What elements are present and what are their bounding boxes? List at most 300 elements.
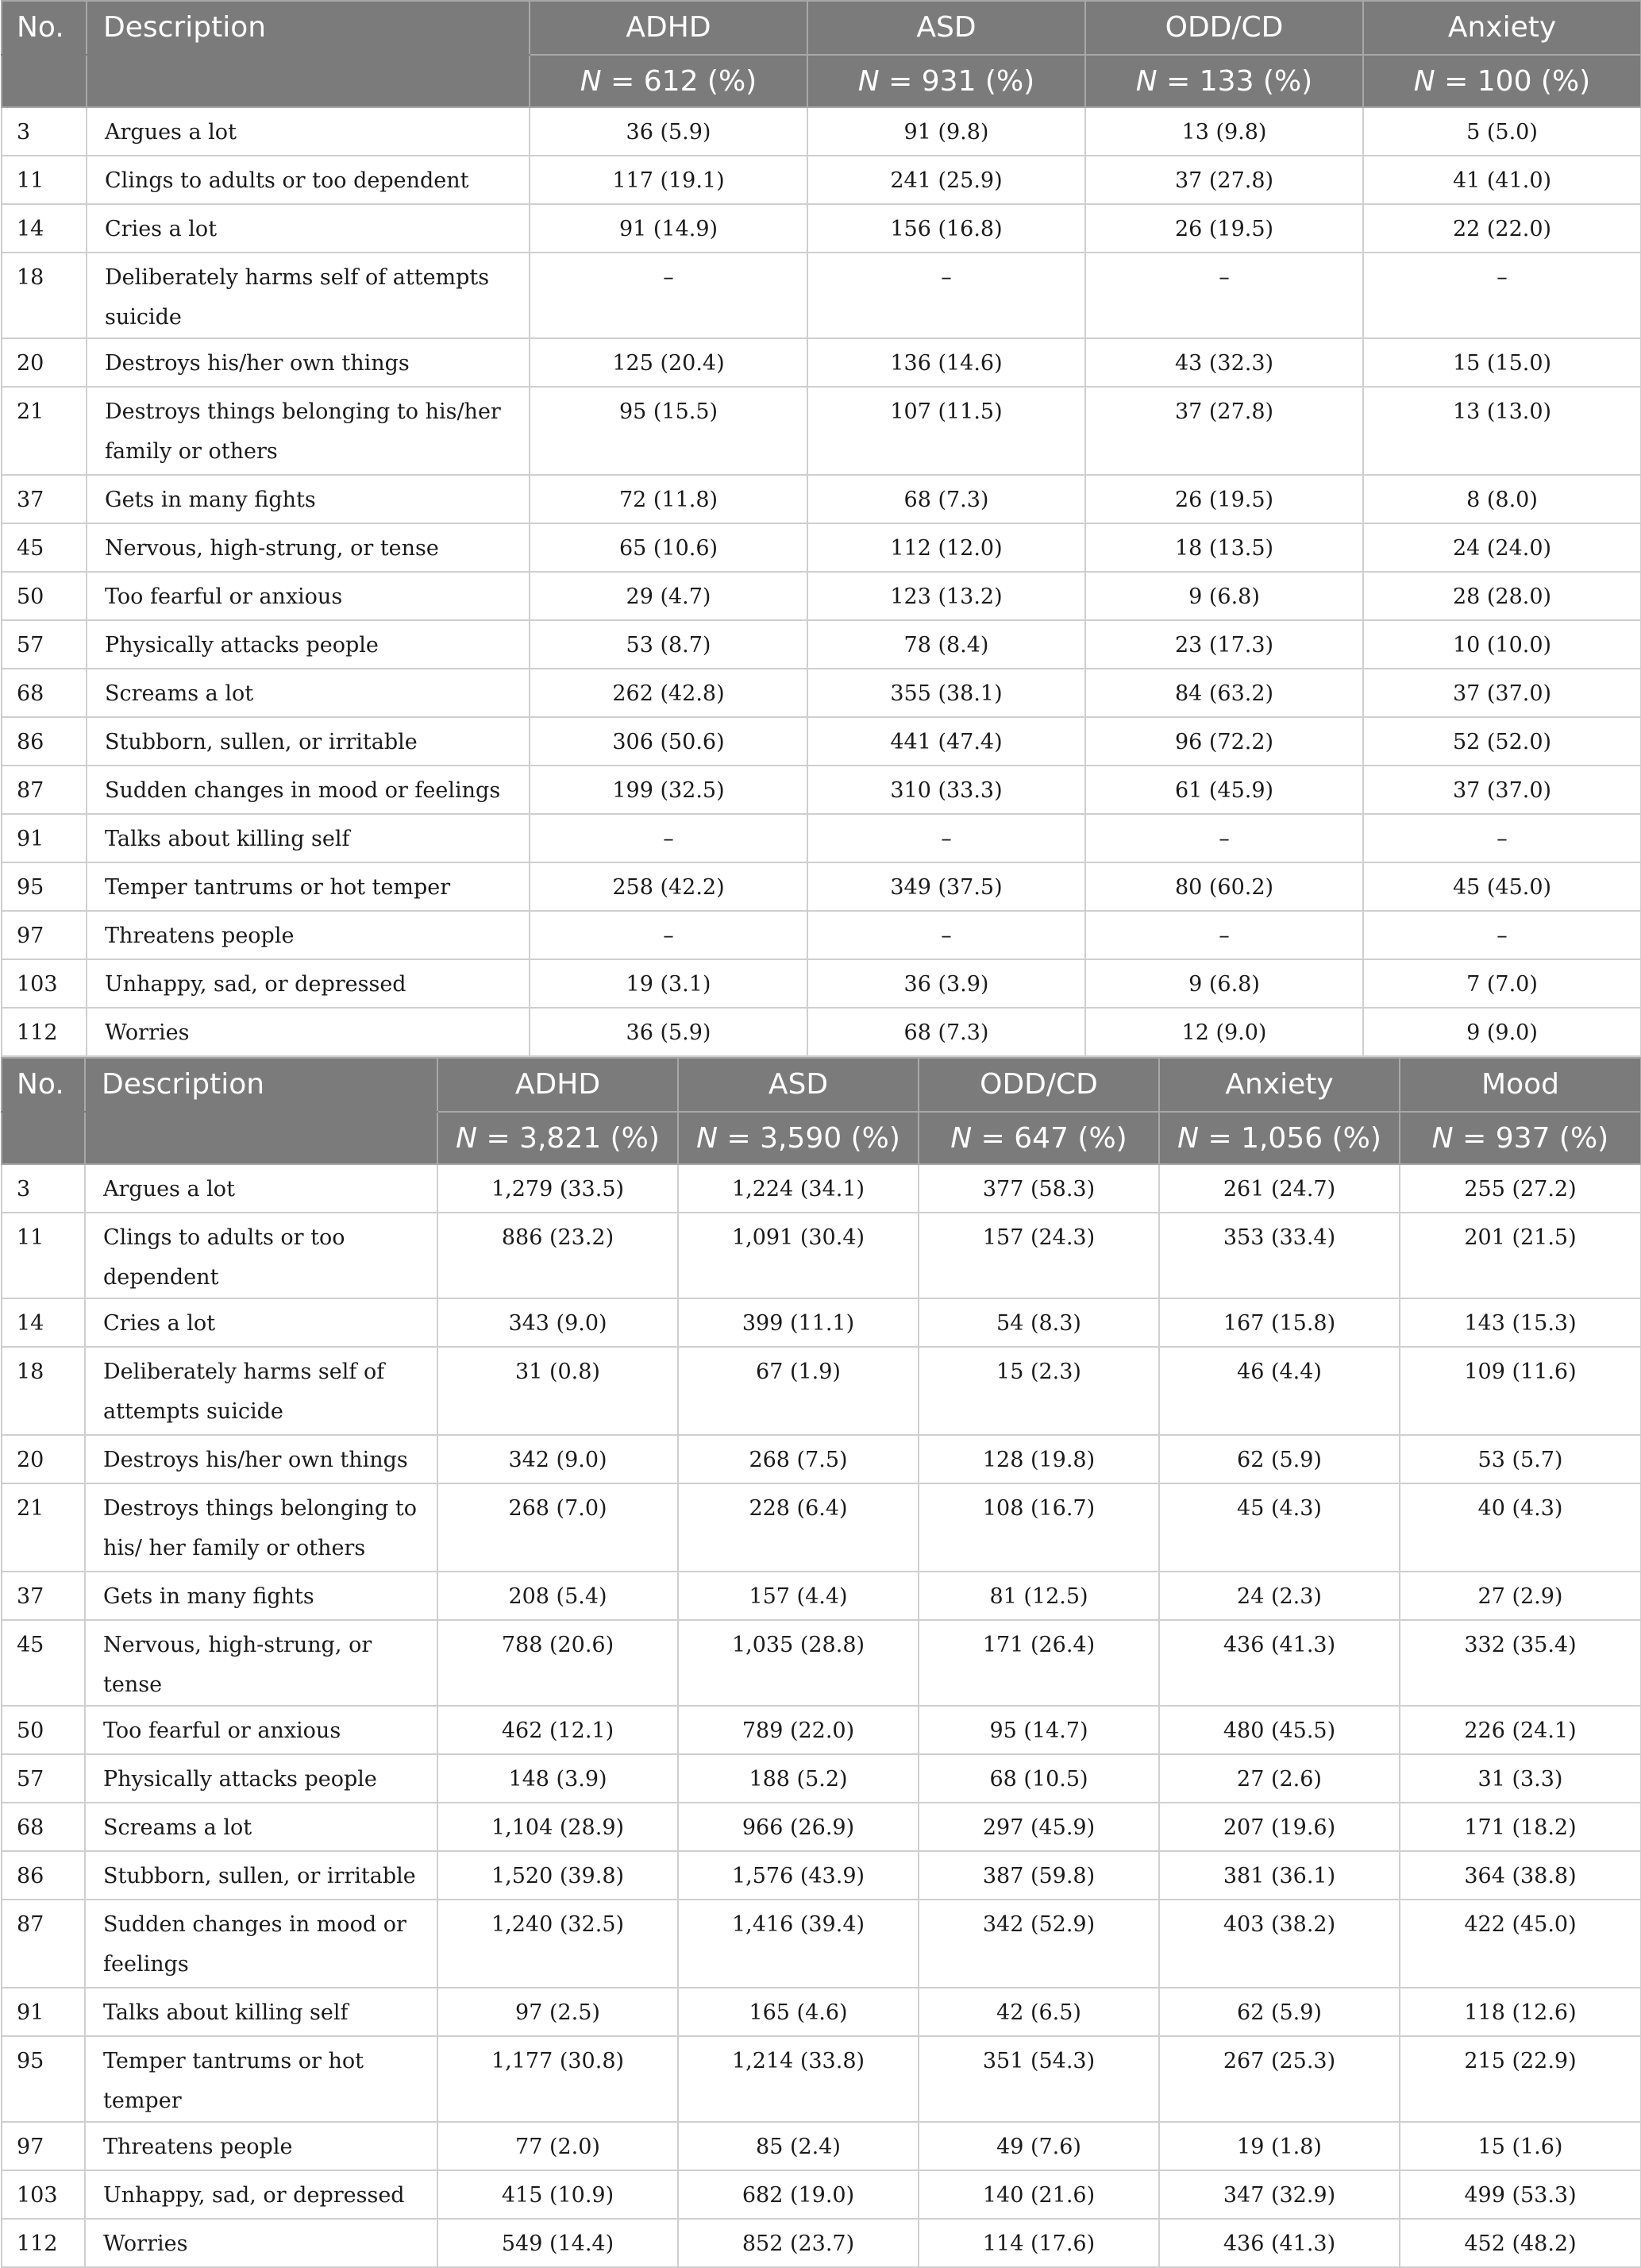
item-description: Threatens people (85, 2122, 437, 2170)
cell-value: 157 (24.3) (919, 1213, 1159, 1298)
table-row (2, 2170, 1641, 2219)
item-number: 37 (2, 1572, 85, 1620)
table-row (2, 1008, 1641, 1056)
cell-value: 1,177 (30.8) (437, 2036, 678, 2122)
item-number: 86 (2, 717, 87, 766)
item-description: Sudden changes in mood or feelings (87, 766, 530, 814)
cell-value: 342 (9.0) (437, 1435, 678, 1483)
header-group-name: Anxiety (1159, 1058, 1400, 1112)
cell-value: 353 (33.4) (1159, 1213, 1400, 1298)
table-row (2, 1298, 1641, 1347)
table-row (2, 1851, 1641, 1900)
item-number: 57 (2, 1754, 85, 1803)
table-row (2, 204, 1641, 253)
cell-value: 351 (54.3) (919, 2036, 1159, 2122)
cell-value: 95 (14.7) (919, 1706, 1159, 1754)
cell-value: 53 (5.7) (1400, 1435, 1641, 1483)
cell-value: 332 (35.4) (1400, 1620, 1641, 1706)
table-row (2, 2036, 1641, 2122)
cell-value: 201 (21.5) (1400, 1213, 1641, 1298)
item-number: 112 (2, 2219, 85, 2267)
table-row (2, 620, 1641, 669)
cell-value: 91 (9.8) (807, 107, 1085, 156)
header-sample-size (1085, 55, 1363, 107)
cell-value: 123 (13.2) (807, 572, 1085, 620)
item-description: Clings to adults or too dependent (87, 156, 530, 204)
cell-value: 112 (12.0) (807, 523, 1085, 572)
item-number: 97 (2, 911, 87, 959)
table-row (2, 1213, 1641, 1298)
cell-value: 306 (50.6) (530, 717, 807, 766)
item-number: 87 (2, 1900, 85, 1988)
sample-size-symbol: N (1431, 1121, 1454, 1155)
cell-value: – (1363, 814, 1641, 862)
table-row (2, 1754, 1641, 1803)
cell-value: 441 (47.4) (807, 717, 1085, 766)
table-row (2, 1164, 1641, 1213)
sample-size-value: = 3,821 (%) (477, 1121, 660, 1155)
item-description: Deliberately harms self of attempts suicide (87, 253, 530, 338)
table-row (2, 156, 1641, 204)
cell-value: 24 (24.0) (1363, 523, 1641, 572)
cell-value: 1,214 (33.8) (678, 2036, 919, 2122)
cell-value: 9 (6.8) (1085, 572, 1363, 620)
item-description: Sudden changes in mood or feelings (85, 1900, 437, 1988)
sample-size-symbol: N (456, 1121, 478, 1155)
cell-value: 165 (4.6) (678, 1988, 919, 2036)
cell-value: 128 (19.8) (919, 1435, 1159, 1483)
header-n-row (2, 1112, 1641, 1164)
cell-value: 415 (10.9) (437, 2170, 678, 2219)
header-group-name: Anxiety (1363, 1, 1641, 55)
cell-value: 45 (4.3) (1159, 1483, 1400, 1572)
cell-value: 1,520 (39.8) (437, 1851, 678, 1900)
item-description: Argues a lot (85, 1164, 437, 1213)
table-row (2, 1483, 1641, 1572)
item-description: Destroys things belonging to his/ her family or others (85, 1483, 437, 1572)
cell-value: 67 (1.9) (678, 1347, 919, 1435)
item-number: 86 (2, 1851, 85, 1900)
item-number: 45 (2, 1620, 85, 1706)
header-row (2, 1, 1641, 55)
item-number: 68 (2, 1803, 85, 1851)
cell-value: 65 (10.6) (530, 523, 807, 572)
cell-value: 109 (11.6) (1400, 1347, 1641, 1435)
header-sample-size (437, 1112, 678, 1164)
cell-value: 41 (41.0) (1363, 156, 1641, 204)
cell-value: 26 (19.5) (1085, 204, 1363, 253)
table-row (2, 1900, 1641, 1988)
cell-value: – (530, 911, 807, 959)
cell-value: 5 (5.0) (1363, 107, 1641, 156)
cell-value: 15 (1.6) (1400, 2122, 1641, 2170)
cell-value: 15 (15.0) (1363, 338, 1641, 387)
cell-value: 68 (10.5) (919, 1754, 1159, 1803)
cell-value: 61 (45.9) (1085, 766, 1363, 814)
cell-value: 499 (53.3) (1400, 2170, 1641, 2219)
cell-value: 10 (10.0) (1363, 620, 1641, 669)
item-description: Clings to adults or too dependent (85, 1213, 437, 1298)
cell-value: 403 (38.2) (1159, 1900, 1400, 1988)
cell-value: 42 (6.5) (919, 1988, 1159, 2036)
header-group-name: ODD/CD (1085, 1, 1363, 55)
cell-value: 207 (19.6) (1159, 1803, 1400, 1851)
item-description: Destroys things belonging to his/her family or others (87, 387, 530, 475)
cell-value: 241 (25.9) (807, 156, 1085, 204)
cell-value: 148 (3.9) (437, 1754, 678, 1803)
header-blank (2, 1112, 85, 1164)
item-description: Physically attacks people (85, 1754, 437, 1803)
cell-value: 422 (45.0) (1400, 1900, 1641, 1988)
item-description: Temper tantrums or hot temper (85, 2036, 437, 2122)
cell-value: 199 (32.5) (530, 766, 807, 814)
cell-value: 68 (7.3) (807, 1008, 1085, 1056)
table-row (2, 717, 1641, 766)
item-description: Destroys his/her own things (85, 1435, 437, 1483)
header-no: No. (2, 1058, 85, 1112)
cell-value: 36 (3.9) (807, 959, 1085, 1008)
item-number: 14 (2, 204, 87, 253)
item-number: 3 (2, 1164, 85, 1213)
item-number: 20 (2, 338, 87, 387)
cell-value: 118 (12.6) (1400, 1988, 1641, 2036)
table-row (2, 1803, 1641, 1851)
header-sample-size (1400, 1112, 1641, 1164)
cell-value: 22 (22.0) (1363, 204, 1641, 253)
cell-value: 68 (7.3) (807, 475, 1085, 523)
cell-value: 966 (26.9) (678, 1803, 919, 1851)
item-description: Cries a lot (85, 1298, 437, 1347)
cell-value: 96 (72.2) (1085, 717, 1363, 766)
table-header (2, 1058, 1641, 1164)
cell-value: 267 (25.3) (1159, 2036, 1400, 2122)
item-description: Argues a lot (87, 107, 530, 156)
cell-value: – (1363, 253, 1641, 338)
cell-value: 45 (45.0) (1363, 862, 1641, 911)
cell-value: 255 (27.2) (1400, 1164, 1641, 1213)
cell-value: 1,104 (28.9) (437, 1803, 678, 1851)
cell-value: 49 (7.6) (919, 2122, 1159, 2170)
cell-value: 80 (60.2) (1085, 862, 1363, 911)
header-row (2, 1058, 1641, 1112)
cell-value: 8 (8.0) (1363, 475, 1641, 523)
item-number: 11 (2, 1213, 85, 1298)
item-description: Gets in many fights (85, 1572, 437, 1620)
cell-value: 157 (4.4) (678, 1572, 919, 1620)
cell-value: 37 (37.0) (1363, 669, 1641, 717)
cell-value: 46 (4.4) (1159, 1347, 1400, 1435)
item-number: 18 (2, 253, 87, 338)
table-header (2, 1, 1641, 107)
table-row (2, 387, 1641, 475)
table-top (1, 0, 1641, 1057)
cell-value: 15 (2.3) (919, 1347, 1159, 1435)
cell-value: 84 (63.2) (1085, 669, 1363, 717)
cell-value: 343 (9.0) (437, 1298, 678, 1347)
item-number: 91 (2, 814, 87, 862)
cell-value: 377 (58.3) (919, 1164, 1159, 1213)
item-number: 20 (2, 1435, 85, 1483)
cell-value: 789 (22.0) (678, 1706, 919, 1754)
cell-value: 13 (13.0) (1363, 387, 1641, 475)
item-description: Stubborn, sullen, or irritable (87, 717, 530, 766)
item-description: Screams a lot (85, 1803, 437, 1851)
cell-value: 114 (17.6) (919, 2219, 1159, 2267)
cell-value: 140 (21.6) (919, 2170, 1159, 2219)
cell-value: 261 (24.7) (1159, 1164, 1400, 1213)
item-description: Destroys his/her own things (87, 338, 530, 387)
cell-value: 24 (2.3) (1159, 1572, 1400, 1620)
cell-value: 1,279 (33.5) (437, 1164, 678, 1213)
header-sample-size (678, 1112, 919, 1164)
item-number: 21 (2, 1483, 85, 1572)
cell-value: 43 (32.3) (1085, 338, 1363, 387)
cell-value: 125 (20.4) (530, 338, 807, 387)
sample-size-symbol: N (950, 1121, 973, 1155)
cell-value: 85 (2.4) (678, 2122, 919, 2170)
item-number: 14 (2, 1298, 85, 1347)
sample-size-symbol: N (857, 64, 880, 98)
cell-value: – (807, 253, 1085, 338)
cell-value: 342 (52.9) (919, 1900, 1159, 1988)
sample-size-value: = 937 (%) (1453, 1121, 1609, 1155)
header-group-name: ODD/CD (919, 1058, 1159, 1112)
cell-value: 682 (19.0) (678, 2170, 919, 2219)
table-row (2, 107, 1641, 156)
cell-value: 23 (17.3) (1085, 620, 1363, 669)
cell-value: 52 (52.0) (1363, 717, 1641, 766)
cell-value: 19 (3.1) (530, 959, 807, 1008)
cell-value: 54 (8.3) (919, 1298, 1159, 1347)
item-description: Stubborn, sullen, or irritable (85, 1851, 437, 1900)
cell-value: 53 (8.7) (530, 620, 807, 669)
header-group-name: ADHD (530, 1, 807, 55)
header-group-name: Mood (1400, 1058, 1641, 1112)
item-number: 91 (2, 1988, 85, 2036)
item-description: Unhappy, sad, or depressed (85, 2170, 437, 2219)
header-sample-size (807, 55, 1085, 107)
item-description: Nervous, high-strung, or tense (87, 523, 530, 572)
item-description: Gets in many fights (87, 475, 530, 523)
item-number: 112 (2, 1008, 87, 1056)
item-number: 45 (2, 523, 87, 572)
sample-size-symbol: N (1135, 64, 1158, 98)
table-row (2, 1435, 1641, 1483)
cell-value: 852 (23.7) (678, 2219, 919, 2267)
cell-value: – (530, 253, 807, 338)
cell-value: 13 (9.8) (1085, 107, 1363, 156)
cell-value: 19 (1.8) (1159, 2122, 1400, 2170)
header-group-name: ASD (807, 1, 1085, 55)
header-sample-size (919, 1112, 1159, 1164)
table-body (2, 1164, 1641, 2267)
cell-value: 347 (32.9) (1159, 2170, 1400, 2219)
cell-value: 436 (41.3) (1159, 1620, 1400, 1706)
cell-value: 156 (16.8) (807, 204, 1085, 253)
cell-value: 387 (59.8) (919, 1851, 1159, 1900)
item-number: 11 (2, 156, 87, 204)
table-row (2, 766, 1641, 814)
item-description: Nervous, high-strung, or tense (85, 1620, 437, 1706)
item-number: 37 (2, 475, 87, 523)
cell-value: 12 (9.0) (1085, 1008, 1363, 1056)
header-sample-size (530, 55, 807, 107)
cell-value: 18 (13.5) (1085, 523, 1363, 572)
header-blank (87, 55, 530, 107)
cell-value: 268 (7.0) (437, 1483, 678, 1572)
cell-value: 188 (5.2) (678, 1754, 919, 1803)
cell-value: 37 (27.8) (1085, 387, 1363, 475)
cell-value: 27 (2.9) (1400, 1572, 1641, 1620)
header-blank (2, 55, 87, 107)
table-row (2, 862, 1641, 911)
header-description: Description (85, 1058, 437, 1112)
cell-value: 297 (45.9) (919, 1803, 1159, 1851)
table-row (2, 475, 1641, 523)
cell-value: 62 (5.9) (1159, 1988, 1400, 2036)
sample-size-symbol: N (1413, 64, 1435, 98)
cell-value: 78 (8.4) (807, 620, 1085, 669)
cell-value: 310 (33.3) (807, 766, 1085, 814)
item-description: Worries (87, 1008, 530, 1056)
cell-value: 31 (3.3) (1400, 1754, 1641, 1803)
cell-value: – (530, 814, 807, 862)
cell-value: 1,576 (43.9) (678, 1851, 919, 1900)
cell-value: – (807, 911, 1085, 959)
item-number: 57 (2, 620, 87, 669)
cell-value: 136 (14.6) (807, 338, 1085, 387)
item-number: 18 (2, 1347, 85, 1435)
header-n-row (2, 55, 1641, 107)
cell-value: 171 (26.4) (919, 1620, 1159, 1706)
item-number: 97 (2, 2122, 85, 2170)
cell-value: 268 (7.5) (678, 1435, 919, 1483)
cell-value: 452 (48.2) (1400, 2219, 1641, 2267)
cell-value: 40 (4.3) (1400, 1483, 1641, 1572)
cell-value: 788 (20.6) (437, 1620, 678, 1706)
cell-value: – (1085, 911, 1363, 959)
header-sample-size (1363, 55, 1641, 107)
cell-value: 1,035 (28.8) (678, 1620, 919, 1706)
cell-value: 355 (38.1) (807, 669, 1085, 717)
cell-value: 462 (12.1) (437, 1706, 678, 1754)
item-description: Talks about killing self (85, 1988, 437, 2036)
cell-value: 27 (2.6) (1159, 1754, 1400, 1803)
cell-value: 480 (45.5) (1159, 1706, 1400, 1754)
table-row (2, 1572, 1641, 1620)
item-description: Temper tantrums or hot temper (87, 862, 530, 911)
header-description: Description (87, 1, 530, 55)
item-description: Too fearful or anxious (85, 1706, 437, 1754)
cell-value: 1,240 (32.5) (437, 1900, 678, 1988)
sample-size-symbol: N (1177, 1121, 1200, 1155)
cell-value: 97 (2.5) (437, 1988, 678, 2036)
cell-value: – (1085, 814, 1363, 862)
cell-value: 143 (15.3) (1400, 1298, 1641, 1347)
cell-value: 95 (15.5) (530, 387, 807, 475)
item-description: Cries a lot (87, 204, 530, 253)
item-number: 68 (2, 669, 87, 717)
cell-value: 37 (27.8) (1085, 156, 1363, 204)
sample-size-value: = 931 (%) (879, 64, 1035, 98)
cell-value: 7 (7.0) (1363, 959, 1641, 1008)
item-number: 21 (2, 387, 87, 475)
cell-value: 72 (11.8) (530, 475, 807, 523)
table-row (2, 253, 1641, 338)
sample-size-value: = 100 (%) (1435, 64, 1591, 98)
cell-value: 9 (9.0) (1363, 1008, 1641, 1056)
cell-value: – (1085, 253, 1363, 338)
table-row (2, 911, 1641, 959)
table-body (2, 107, 1641, 1056)
header-group-name: ADHD (437, 1058, 678, 1112)
header-group-name: ASD (678, 1058, 919, 1112)
header-no: No. (2, 1, 87, 55)
item-description: Talks about killing self (87, 814, 530, 862)
item-number: 103 (2, 2170, 85, 2219)
sample-size-value: = 612 (%) (601, 64, 757, 98)
cell-value: 549 (14.4) (437, 2219, 678, 2267)
cell-value: 36 (5.9) (530, 1008, 807, 1056)
cell-value: 81 (12.5) (919, 1572, 1159, 1620)
cell-value: 91 (14.9) (530, 204, 807, 253)
item-number: 95 (2, 2036, 85, 2122)
cell-value: – (807, 814, 1085, 862)
cell-value: 886 (23.2) (437, 1213, 678, 1298)
table-row (2, 523, 1641, 572)
cell-value: 31 (0.8) (437, 1347, 678, 1435)
item-description: Threatens people (87, 911, 530, 959)
cell-value: 1,091 (30.4) (678, 1213, 919, 1298)
item-description: Worries (85, 2219, 437, 2267)
cell-value: 26 (19.5) (1085, 475, 1363, 523)
cell-value: 108 (16.7) (919, 1483, 1159, 1572)
table-row (2, 338, 1641, 387)
item-number: 95 (2, 862, 87, 911)
cell-value: 28 (28.0) (1363, 572, 1641, 620)
item-number: 50 (2, 572, 87, 620)
item-description: Unhappy, sad, or depressed (87, 959, 530, 1008)
cell-value: 364 (38.8) (1400, 1851, 1641, 1900)
cell-value: 262 (42.8) (530, 669, 807, 717)
header-blank (85, 1112, 437, 1164)
cell-value: 258 (42.2) (530, 862, 807, 911)
table-row (2, 814, 1641, 862)
cell-value: 381 (36.1) (1159, 1851, 1400, 1900)
cell-value: 349 (37.5) (807, 862, 1085, 911)
cell-value: 36 (5.9) (530, 107, 807, 156)
item-description: Screams a lot (87, 669, 530, 717)
table-row (2, 2219, 1641, 2267)
sample-size-value: = 1,056 (%) (1199, 1121, 1381, 1155)
cell-value: 77 (2.0) (437, 2122, 678, 2170)
cell-value: 399 (11.1) (678, 1298, 919, 1347)
cell-value: 228 (6.4) (678, 1483, 919, 1572)
cell-value: 226 (24.1) (1400, 1706, 1641, 1754)
cell-value: 9 (6.8) (1085, 959, 1363, 1008)
cell-value: 171 (18.2) (1400, 1803, 1641, 1851)
table-row (2, 669, 1641, 717)
cell-value: 29 (4.7) (530, 572, 807, 620)
sample-size-value: = 133 (%) (1157, 64, 1313, 98)
item-description: Too fearful or anxious (87, 572, 530, 620)
table-row (2, 572, 1641, 620)
item-number: 3 (2, 107, 87, 156)
cell-value: 208 (5.4) (437, 1572, 678, 1620)
table-row (2, 1706, 1641, 1754)
header-sample-size (1159, 1112, 1400, 1164)
cell-value: 107 (11.5) (807, 387, 1085, 475)
